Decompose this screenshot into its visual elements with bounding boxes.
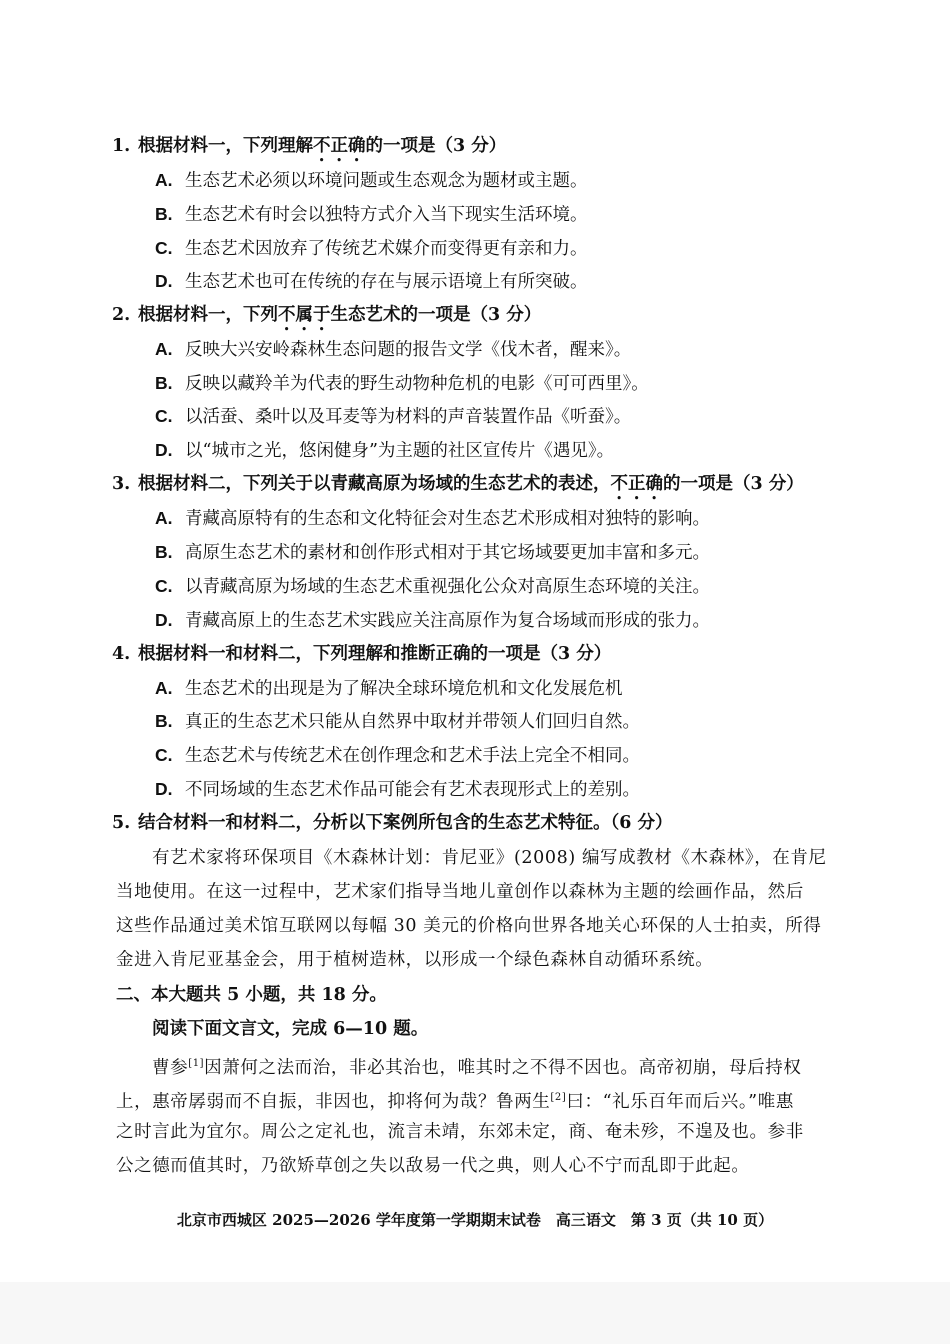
question-4-stem: 4. 根据材料一和材料二，下列理解和推断正确的一项是（3 分） (112, 644, 612, 664)
question-number: 2. (112, 305, 131, 325)
question-number: 4. (112, 644, 131, 664)
passage-line: 之时言此为宜尔。周公之定礼也，流言未靖，东郊未定，商、奄未殄，不遑及也。参非 (116, 1122, 804, 1142)
option-item: A. 生态艺术的出现是为了解决全球环境危机和文化发展危机 (155, 678, 623, 699)
question-number: 5. (112, 813, 131, 833)
option-item: D. 青藏高原上的生态艺术实践应关注高原作为复合场域而形成的张力。 (155, 610, 710, 631)
question-5-stem: 5. 结合材料一和材料二，分析以下案例所包含的生态艺术特征。（6 分） (112, 813, 673, 833)
question-2-stem: 2. 根据材料一，下列不属于生态艺术的一项是（3 分） (112, 305, 542, 325)
question-number: 1. (112, 136, 131, 156)
footnote-marker: [1] (188, 1058, 205, 1069)
section-instruction: 阅读下面文言文，完成 6—10 题。 (152, 1019, 429, 1039)
option-item: B. 反映以藏羚羊为代表的野生动物种危机的电影《可可西里》。 (155, 373, 649, 394)
question-3-stem: 3. 根据材料二，下列关于以青藏高原为场域的生态艺术的表述，不正确的一项是（3 分） (112, 474, 804, 494)
section-heading: 二、本大题共 5 小题，共 18 分。 (116, 985, 387, 1005)
footnote-marker: [2] (550, 1092, 567, 1103)
question-1-stem: 1. 根据材料一，下列理解不正确的一项是（3 分） (112, 136, 507, 156)
case-text-line: 当地使用。在这一过程中，艺术家们指导当地儿童创作以森林为主题的绘画作品，然后 (116, 882, 804, 902)
option-item: C. 生态艺术与传统艺术在创作理念和艺术手法上完全不相同。 (155, 745, 640, 766)
option-item: B. 高原生态艺术的素材和创作形式相对于其它场域要更加丰富和多元。 (155, 542, 710, 563)
case-text-line: 这些作品通过美术馆互联网以每幅 30 美元的价格向世界各地关心环保的人士拍卖，所得 (116, 916, 822, 936)
option-item: C. 以活蚕、桑叶以及耳麦等为材料的声音装置作品《听蚕》。 (155, 406, 632, 427)
option-item: A. 青藏高原特有的生态和文化特征会对生态艺术形成相对独特的影响。 (155, 508, 710, 529)
question-number: 3. (112, 474, 131, 494)
passage-line: 公之德而值其时，乃欲矫草创之失以敌易一代之典，则人心不宁而乱即于此起。 (116, 1156, 750, 1176)
scan-margin (0, 1282, 950, 1344)
option-item: A. 反映大兴安岭森林生态问题的报告文学《伐木者，醒来》。 (155, 339, 632, 360)
option-item: A. 生态艺术必须以环境问题或生态观念为题材或主题。 (155, 170, 588, 191)
option-item: C. 以青藏高原为场域的生态艺术重视强化公众对高原生态环境的关注。 (155, 576, 710, 597)
option-item: C. 生态艺术因放弃了传统艺术媒介而变得更有亲和力。 (155, 238, 588, 259)
passage-line: 上，惠帝孱弱而不自振，非因也，抑将何为哉？鲁两生[2]曰：“礼乐百年而后兴。”唯惠 (116, 1092, 794, 1112)
option-item: D. 生态艺术也可在传统的存在与展示语境上有所突破。 (155, 271, 588, 292)
page-footer: 北京市西城区 2025—2026 学年度第一学期期末试卷 高三语文 第 3 页（共 10 页） (176, 1211, 774, 1229)
option-item: D. 不同场域的生态艺术作品可能会有艺术表现形式上的差别。 (155, 779, 640, 800)
option-item: D. 以“城市之光，悠闲健身”为主题的社区宣传片《遇见》。 (155, 440, 615, 461)
case-text-line: 金进入肯尼亚基金会，用于植树造林，以形成一个绿色森林自动循环系统。 (116, 950, 714, 970)
case-text-line: 有艺术家将环保项目《木森林计划：肯尼亚》(2008) 编写成教材《木森林》，在肯尼 (152, 848, 827, 868)
passage-line: 曹参[1]因萧何之法而治，非必其治也，唯其时之不得不因也。高帝初崩，母后持权 (152, 1058, 802, 1078)
option-item: B. 生态艺术有时会以独特方式介入当下现实生活环境。 (155, 204, 588, 225)
option-item: B. 真正的生态艺术只能从自然界中取材并带领人们回归自然。 (155, 711, 640, 732)
